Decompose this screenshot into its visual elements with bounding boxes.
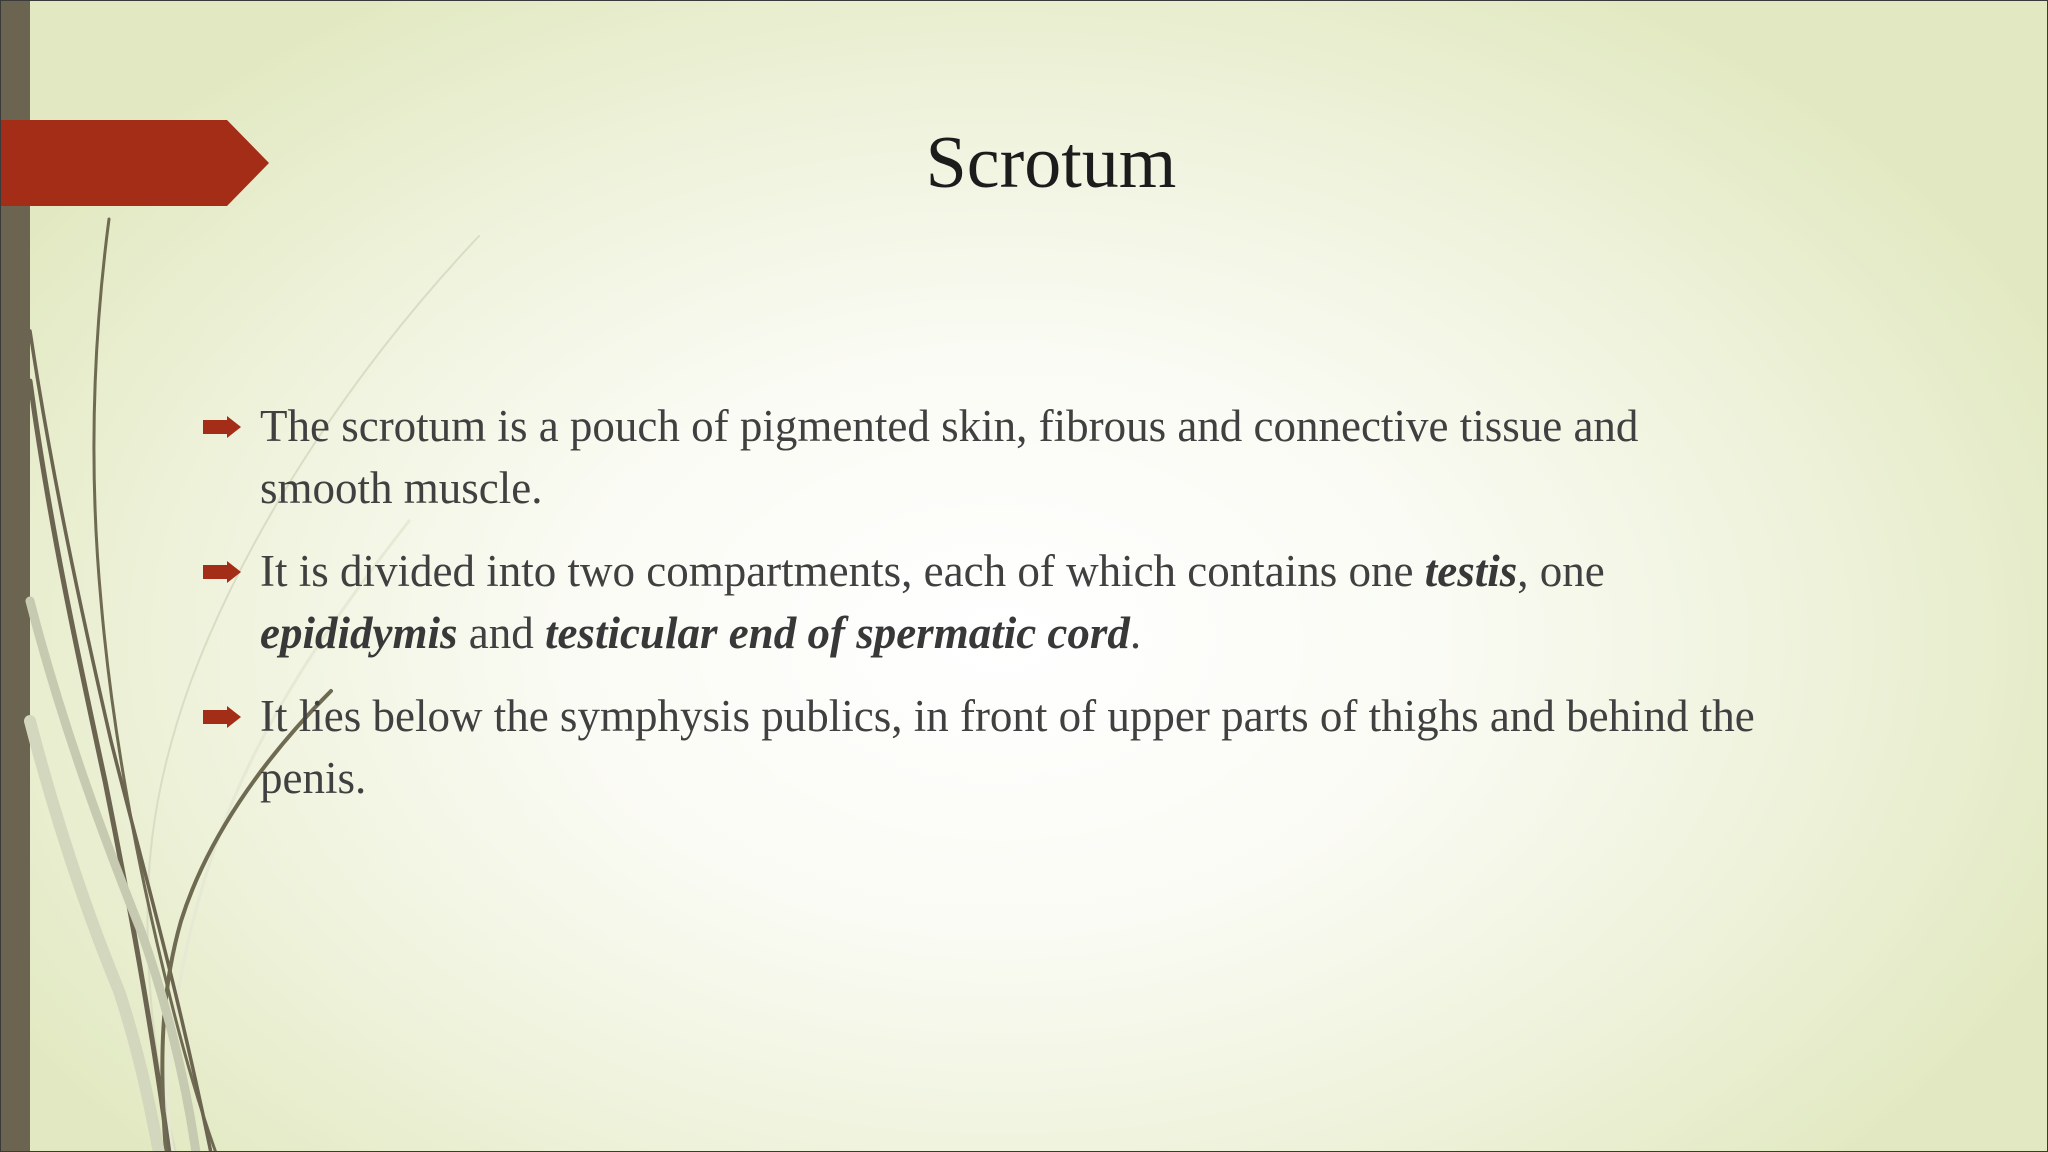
arrow-bullet-icon — [203, 416, 243, 438]
term-epididymis: epididymis — [260, 608, 458, 658]
bullet-item-3 — [203, 685, 1763, 809]
slide-title: Scrotum — [925, 122, 1177, 204]
bullet-text: The scrotum is a pouch of pigmented skin, fibrous and connective tissue and smooth muscle. — [260, 401, 1639, 513]
bullet-text: It lies below the symphysis publics, in front of upper parts of thighs and behind the penis. — [260, 691, 1755, 803]
bullet-item-2 — [203, 540, 1763, 664]
bullet-text: It is divided into two compartments, each of which contains one testis, one epididymis and testicular end of spermatic cord. — [260, 546, 1605, 658]
bullet-list — [203, 395, 1763, 830]
term-spermatic-cord: testicular end of spermatic cord — [544, 608, 1130, 658]
title-arrow-banner — [1, 120, 271, 206]
arrow-bullet-icon — [203, 706, 243, 728]
arrow-bullet-icon — [203, 561, 243, 583]
term-testis: testis — [1424, 546, 1518, 596]
bullet-item-1 — [203, 395, 1763, 519]
